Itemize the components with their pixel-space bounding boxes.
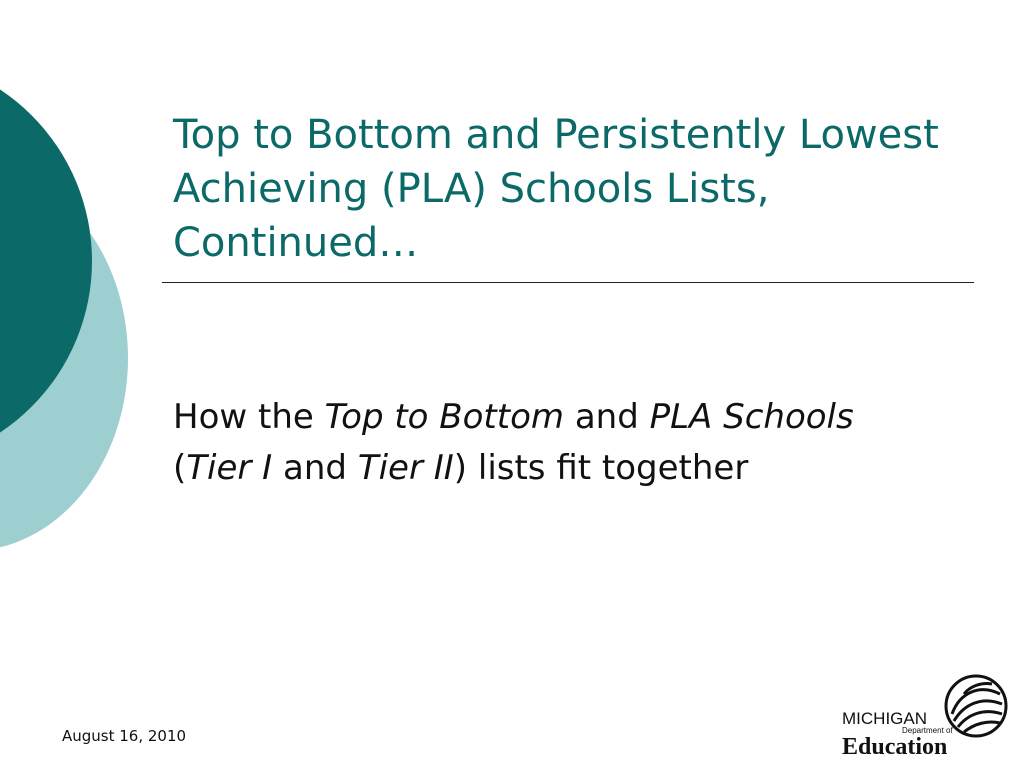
subtitle-emphasis: Tier II — [357, 448, 454, 488]
michigan-seal-icon — [946, 676, 1006, 736]
footer-date: August 16, 2010 — [62, 727, 187, 745]
title-divider — [162, 282, 974, 283]
subtitle-text: How the — [173, 397, 325, 437]
subtitle-emphasis: Tier I — [186, 448, 273, 488]
subtitle-emphasis: PLA Schools — [649, 397, 854, 437]
logo-department-text: Department of — [902, 726, 953, 735]
logo-michigan-text: MICHIGAN — [842, 709, 927, 728]
michigan-education-logo — [842, 674, 1008, 758]
subtitle-emphasis: Top to Bottom — [324, 397, 565, 437]
subtitle-text: and — [564, 397, 650, 437]
subtitle-text: ( — [173, 448, 187, 488]
slide-subtitle — [173, 392, 933, 494]
slide-title: Top to Bottom and Persistently Lowest Achieving (PLA) Schools Lists, Continued… — [173, 112, 939, 266]
subtitle-text: ) lists fit together — [453, 448, 749, 488]
subtitle-text: and — [272, 448, 358, 488]
logo-education-text: Education — [842, 734, 948, 758]
